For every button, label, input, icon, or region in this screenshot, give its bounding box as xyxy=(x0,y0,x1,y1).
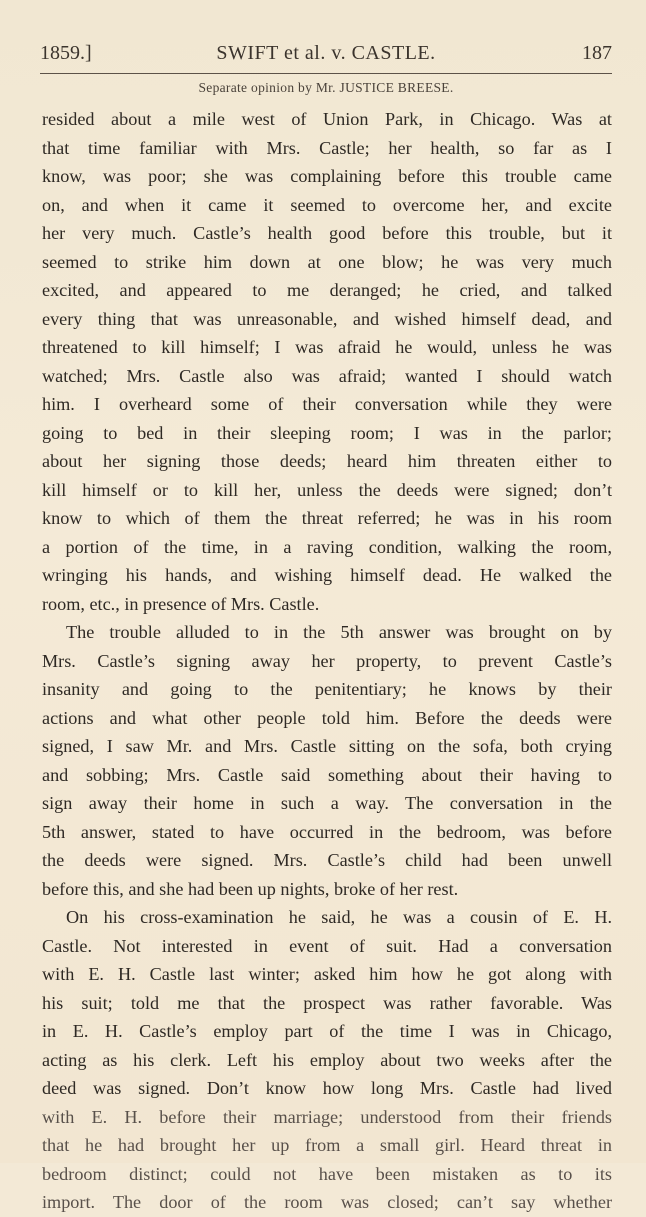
text-line: watched; Mrs. Castle also was afraid; wanted I should watch xyxy=(42,365,612,386)
text-line: every thing that was unreasonable, and wished himself dead, and xyxy=(42,308,612,329)
text-line: wringing his hands, and wishing himself dead. He walked the xyxy=(42,565,612,585)
text-line: the deeds were signed. Mrs. Castle’s child had been unwell xyxy=(42,850,612,870)
text-line: that he had brought her up from a small girl. Heard threat in xyxy=(42,1135,612,1155)
running-head xyxy=(40,42,612,72)
text-line: acting as his clerk. Left his employ about two weeks after the xyxy=(42,1049,612,1070)
text-line: that time familiar with Mrs. Castle; her health, so far as I xyxy=(42,137,612,158)
text-line: On his cross-examination he said, he was a cousin of E. H. xyxy=(66,907,612,927)
text-line: room, etc., in presence of Mrs. Castle. xyxy=(42,593,320,614)
page-number: 187 xyxy=(582,42,612,64)
text-line: The trouble alluded to in the 5th answer was brought on by xyxy=(66,622,612,642)
text-line: deed was signed. Don’t know how long Mrs. Castle had lived xyxy=(42,1078,612,1098)
opinion-subtitle: Separate opinion by Mr. JUSTICE BREESE. xyxy=(198,80,454,95)
text-line: kill himself or to kill her, unless the deeds were signed; don’t xyxy=(42,479,612,500)
text-line: with E. H. Castle last winter; asked him how he got along with xyxy=(42,964,612,984)
text-line: about her signing those deeds; heard him threaten either to xyxy=(42,451,612,471)
text-line: sign away their home in such a way. The conversation in the xyxy=(42,793,612,813)
text-line: in E. H. Castle’s employ part of the time I was in Chicago, xyxy=(42,1021,612,1041)
text-line: him. I overheard some of their conversation while they were xyxy=(42,394,612,414)
text-line: with E. H. before their marriage; understood from their friends xyxy=(42,1106,612,1127)
body-text xyxy=(42,105,612,1217)
text-line: Mrs. Castle’s signing away her property, to prevent Castle’s xyxy=(42,650,612,671)
text-line: and sobbing; Mrs. Castle said something about their having to xyxy=(42,764,612,785)
text-line: signed, I saw Mr. and Mrs. Castle sitting on the sofa, both crying xyxy=(42,736,612,756)
text-line: threatened to kill himself; I was afraid he would, unless he was xyxy=(42,337,612,357)
text-line: insanity and going to the penitentiary; he knows by their xyxy=(42,679,612,699)
text-line: on, and when it came it seemed to overcome her, and excite xyxy=(42,194,612,215)
text-line: know, was poor; she was complaining before this trouble came xyxy=(42,166,612,186)
text-line: before this, and she had been up nights, broke of her rest. xyxy=(42,878,459,899)
text-line: her very much. Castle’s health good before this trouble, but it xyxy=(42,223,612,243)
text-line: a portion of the time, in a raving condition, walking the room, xyxy=(42,536,612,557)
text-line: bedroom distinct; could not have been mistaken as to its xyxy=(42,1163,612,1184)
text-line: actions and what other people told him. Before the deeds were xyxy=(42,707,612,728)
header-title: SWIFT et al. v. CASTLE. xyxy=(216,42,436,64)
text-line: going to bed in their sleeping room; I was in the parlor; xyxy=(42,422,612,443)
text-line: resided about a mile west of Union Park, in Chicago. Was at xyxy=(42,109,612,129)
text-line: seemed to strike him down at one blow; he was very much xyxy=(42,251,612,272)
text-line: know to which of them the threat referred; he was in his room xyxy=(42,508,612,528)
text-line: import. The door of the room was closed; can’t say whether xyxy=(42,1192,612,1212)
text-line: Castle. Not interested in event of suit. Had a conversation xyxy=(42,935,612,956)
text-line: excited, and appeared to me deranged; he cried, and talked xyxy=(42,280,612,300)
text-line: his suit; told me that the prospect was rather favorable. Was xyxy=(42,992,612,1013)
header-year: 1859.] xyxy=(40,42,92,64)
text-line: 5th answer, stated to have occurred in the bedroom, was before xyxy=(42,821,612,842)
header-rule xyxy=(40,73,612,74)
